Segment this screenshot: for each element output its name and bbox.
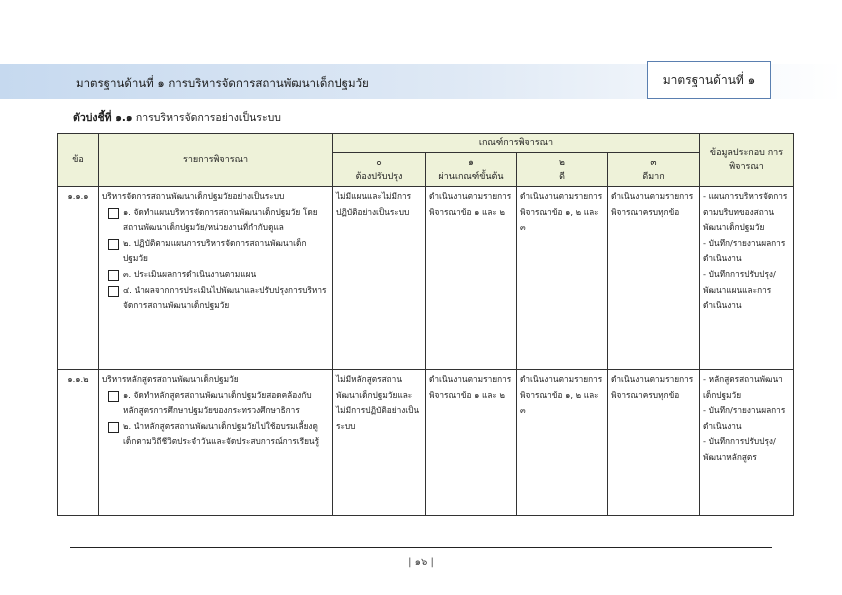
checkbox[interactable] [108, 286, 119, 297]
level-score: ๐ [376, 157, 382, 168]
criteria-table [57, 133, 794, 516]
info-cell [700, 187, 794, 370]
info-item: - บันทึกการปรับปรุง/พัฒนาแผนและการดำเนินงาน [703, 268, 776, 311]
sub-item-text: ๑. จัดทำหลักสูตรสถานพัฒนาเด็กปฐมวัยสอดคล้องกับหลักสูตรการศึกษาปฐมวัยของกระทรวงศึกษาธิการ [123, 389, 312, 416]
sub-item [108, 205, 329, 236]
info-cell [700, 370, 794, 516]
info-item: - บันทึกการปรับปรุง/พัฒนาหลักสูตร [703, 436, 776, 462]
level-2-cell: ดำเนินงานตามรายการพิจารณาข้อ ๑, ๒ และ ๓ [517, 187, 608, 370]
sub-item [108, 267, 329, 283]
standard-box-label: มาตรฐานด้านที่ ๑ [662, 72, 756, 87]
level-label: ต้องปรับปรุง [355, 171, 403, 182]
item-title: บริหารจัดการสถานพัฒนาเด็กปฐมวัยอย่างเป็นระบบ [102, 191, 285, 201]
info-item: - หลักสูตรสถานพัฒนาเด็กปฐมวัย [703, 374, 783, 400]
checkbox[interactable] [108, 239, 119, 250]
footer-divider [70, 547, 772, 548]
header-criteria: เกณฑ์การพิจารณา [333, 134, 700, 153]
row-item [99, 187, 333, 370]
info-item: - บันทึก/รายงานผลการดำเนินงาน [703, 237, 786, 264]
row-item [99, 370, 333, 516]
checkbox[interactable] [108, 208, 119, 219]
sub-item-text: ๒. ปฏิบัติตามแผนการบริหารจัดการสถานพัฒนาเด็กปฐมวัย [123, 237, 307, 264]
level-0-cell: ไม่มีแผนและไม่มีการปฏิบัติอย่างเป็นระบบ [333, 187, 426, 370]
indicator-heading [73, 109, 281, 126]
level-label: ดีมาก [642, 171, 665, 182]
level-0-cell: ไม่มีหลักสูตรสถานพัฒนาเด็กปฐมวัยและไม่มีการปฏิบัติอย่างเป็นระบบ [333, 370, 426, 516]
level-0-header [333, 153, 426, 187]
level-2-cell: ดำเนินงานตามรายการพิจารณาข้อ ๑, ๒ และ ๓ [517, 370, 608, 516]
sub-item [108, 236, 329, 267]
level-score: ๑ [468, 157, 474, 168]
sub-item-text: ๓. ประเมินผลการดำเนินงานตามแผน [123, 268, 257, 279]
header-item: รายการพิจารณา [99, 134, 333, 187]
row-number: ๑.๑.๒ [58, 370, 99, 516]
indicator-text: การบริหารจัดการอย่างเป็นระบบ [135, 112, 281, 124]
level-3-header [608, 153, 700, 187]
sub-item-text: ๑. จัดทำแผนบริหารจัดการสถานพัฒนาเด็กปฐมวัย โดยสถานพัฒนาเด็กปฐมวัย/หน่วยงานที่กำกับดูแล [123, 206, 318, 233]
table-row [58, 187, 794, 370]
header-info: ข้อมูลประกอบ การพิจารณา [700, 134, 794, 187]
sub-item-text: ๔. นำผลจากการประเมินไปพัฒนาและปรับปรุงการบริหารจัดการสถานพัฒนาเด็กปฐมวัย [123, 284, 327, 311]
sub-item [108, 419, 329, 450]
row-number: ๑.๑.๑ [58, 187, 99, 370]
table-header-row [58, 134, 794, 153]
table-row [58, 370, 794, 516]
item-title: บริหารหลักสูตรสถานพัฒนาเด็กปฐมวัย [102, 374, 239, 384]
checkbox[interactable] [108, 391, 119, 402]
sub-item-text: ๒. นำหลักสูตรสถานพัฒนาเด็กปฐมวัยไปใช้อบรมเลี้ยงดูเด็กตามวิถีชีวิตประจำวันและจัดประสบการณ์การเรียนรู้ [123, 420, 320, 447]
page-number: | ๑๖ | [408, 557, 434, 568]
checkbox[interactable] [108, 422, 119, 433]
level-1-header [426, 153, 517, 187]
standard-box [647, 61, 771, 99]
info-item: - บันทึก/รายงานผลการดำเนินงาน [703, 405, 786, 431]
header-no: ข้อ [58, 134, 99, 187]
level-1-cell: ดำเนินงานตามรายการพิจารณาข้อ ๑ และ ๒ [426, 370, 517, 516]
level-label: ดี [559, 171, 565, 182]
level-1-cell: ดำเนินงานตามรายการพิจารณาข้อ ๑ และ ๒ [426, 187, 517, 370]
sub-item [108, 283, 329, 314]
page-header-title: มาตรฐานด้านที่ ๑ การบริหารจัดการสถานพัฒนาเด็กปฐมวัย [76, 76, 369, 90]
sub-item [108, 388, 329, 419]
indicator-label: ตัวบ่งชี้ที่ ๑.๑ [73, 112, 133, 124]
level-3-cell: ดำเนินงานตามรายการพิจารณาครบทุกข้อ [608, 370, 700, 516]
info-item: - แผนการบริหารจัดการตามบริบทของสถานพัฒนาเด็กปฐมวัย [703, 191, 788, 233]
level-score: ๒ [559, 157, 565, 168]
level-label: ผ่านเกณฑ์ขั้นต้น [438, 171, 504, 182]
level-score: ๓ [650, 157, 657, 168]
level-2-header [517, 153, 608, 187]
checkbox[interactable] [108, 270, 119, 281]
level-3-cell: ดำเนินงานตามรายการพิจารณาครบทุกข้อ [608, 187, 700, 370]
